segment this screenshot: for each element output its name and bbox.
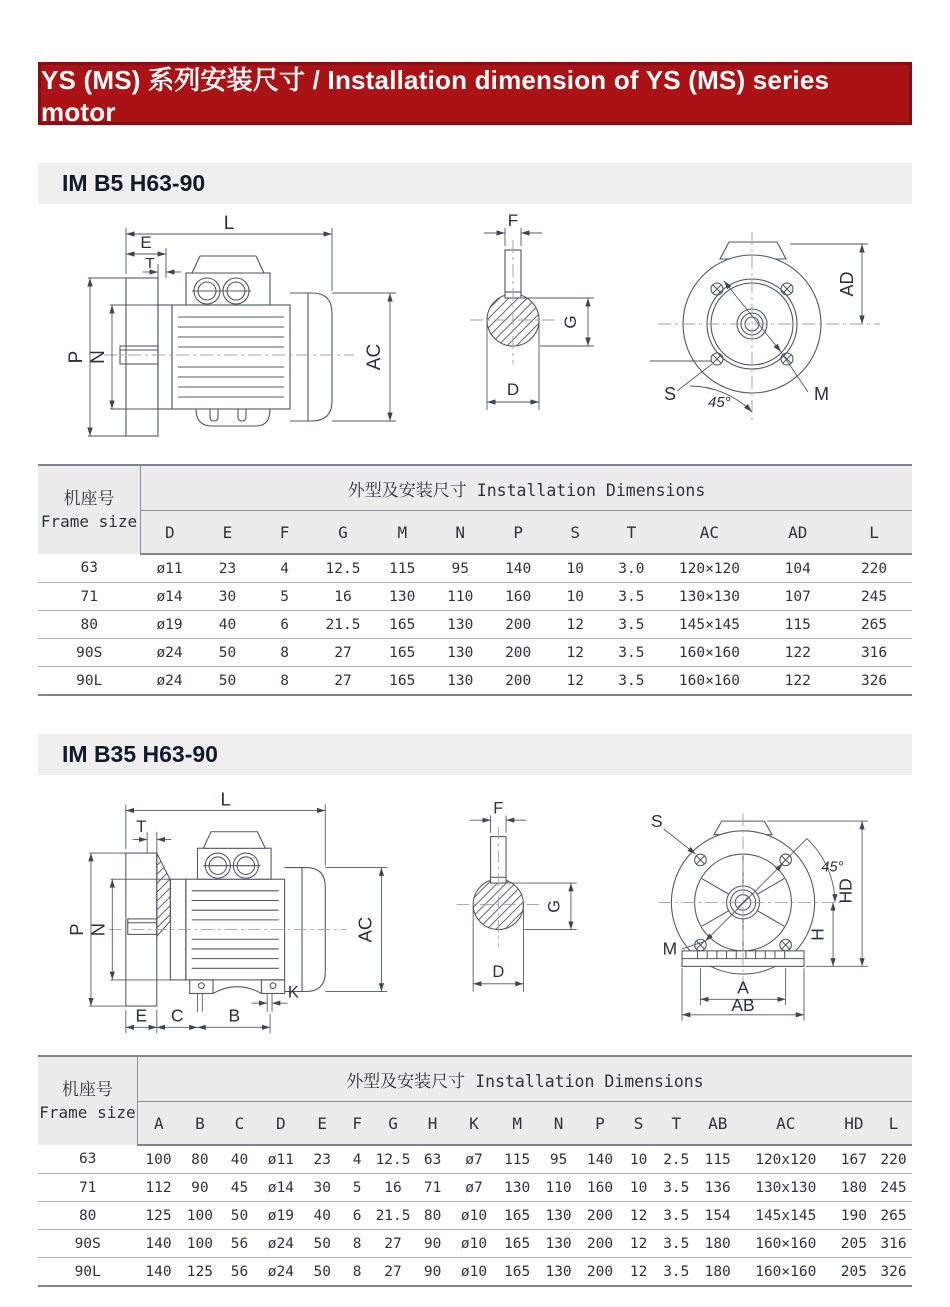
table-cell: 63 xyxy=(38,1145,137,1174)
dim-label: AD xyxy=(837,271,857,297)
table-cell: 160×160 xyxy=(659,639,759,667)
table-cell: 140 xyxy=(145,1263,172,1280)
table-cell: 107 xyxy=(759,583,836,611)
table-cell: 3.5 xyxy=(603,583,659,611)
dim-label: T xyxy=(145,255,155,272)
column-header: A xyxy=(137,1102,179,1146)
table-cell: 110 xyxy=(431,583,489,611)
dim-label: B xyxy=(228,1005,241,1026)
table-cell: 80 xyxy=(180,1145,220,1174)
table-cell: 63 xyxy=(413,1145,452,1174)
table-cell: 90S xyxy=(38,1230,137,1258)
table-row xyxy=(38,1230,912,1258)
dim-label: M xyxy=(814,384,829,404)
table-cell: 167 xyxy=(833,1145,875,1174)
table-cell: ø11 xyxy=(141,554,199,583)
table-cell: 160 xyxy=(489,583,547,611)
column-header: D xyxy=(141,511,199,555)
table-cell: 50 xyxy=(199,639,257,667)
table-cell: 3.5 xyxy=(603,611,659,639)
table-cell: 190 xyxy=(833,1202,875,1230)
table-cell: ø24 xyxy=(259,1230,303,1258)
table-cell: ø19 xyxy=(141,611,199,639)
table-cell: ø10 xyxy=(452,1202,496,1230)
table-cell: 50 xyxy=(220,1202,259,1230)
table-cell: 27 xyxy=(373,1230,413,1258)
table-cell: 130 xyxy=(431,639,489,667)
table-cell: 12 xyxy=(629,1263,648,1280)
table-cell: 245 xyxy=(875,1174,912,1202)
table-cell: 3.5 xyxy=(656,1230,696,1258)
table-cell: 10 xyxy=(621,1145,656,1174)
table-cell: 12 xyxy=(621,1230,656,1258)
table-cell: 326 xyxy=(860,672,888,689)
table-row xyxy=(38,554,912,583)
table-cell: 90S xyxy=(38,639,141,667)
dim-label: 45° xyxy=(708,394,731,411)
column-header: F xyxy=(342,1102,373,1146)
table-cell: 130x130 xyxy=(739,1174,833,1202)
table-cell: 40 xyxy=(199,611,257,639)
table-cell: ø7 xyxy=(452,1174,496,1202)
table-cell: 200 xyxy=(489,611,547,639)
dim-label: AB xyxy=(730,994,755,1015)
column-header: C xyxy=(220,1102,259,1146)
table-cell: 104 xyxy=(759,554,836,583)
dimension-table-b5 xyxy=(38,464,912,696)
table-cell: 3.5 xyxy=(656,1202,696,1230)
table-cell: 90 xyxy=(180,1174,220,1202)
dim-label: E xyxy=(135,1005,148,1026)
table-cell: 8 xyxy=(280,672,289,689)
frame-size-header: 机座号 Frame size xyxy=(38,1056,137,1145)
table-cell: 6 xyxy=(342,1202,373,1230)
frame-size-header: 机座号 Frame size xyxy=(38,465,141,554)
table-cell: 56 xyxy=(230,1263,249,1280)
column-header: M xyxy=(373,511,431,555)
table-cell: 4 xyxy=(256,554,312,583)
table-row xyxy=(38,639,912,667)
column-header: L xyxy=(875,1102,912,1146)
table-cell: 200 xyxy=(586,1263,614,1280)
column-header: S xyxy=(621,1102,656,1146)
column-header-row xyxy=(38,511,912,555)
drawings-b5 xyxy=(60,214,912,456)
table-cell: 165 xyxy=(389,672,416,689)
table-cell: 100 xyxy=(180,1230,220,1258)
table-cell: 136 xyxy=(697,1174,739,1202)
table-cell: ø24 xyxy=(141,639,199,667)
table-cell: 10 xyxy=(547,583,603,611)
table-cell: 27 xyxy=(313,639,374,667)
dim-label: AC xyxy=(364,343,385,371)
table-cell: 180 xyxy=(704,1263,731,1280)
column-header: E xyxy=(303,1102,342,1146)
table-cell: 316 xyxy=(875,1230,912,1258)
dim-label: G xyxy=(545,899,564,913)
dim-label: E xyxy=(140,233,152,252)
section-heading-bar-b5 xyxy=(38,163,912,204)
table-cell: 12 xyxy=(621,1202,656,1230)
table-cell: 12.5 xyxy=(373,1145,413,1174)
dim-label: G xyxy=(561,315,580,329)
side-view-drawing-b35 xyxy=(60,785,447,1047)
table-cell: 200 xyxy=(489,639,547,667)
table-cell: 8 xyxy=(342,1230,373,1258)
table-cell: 23 xyxy=(303,1145,342,1174)
table-cell: 122 xyxy=(784,672,811,689)
dim-label: T xyxy=(136,817,147,836)
table-cell: 63 xyxy=(38,554,141,583)
table-row xyxy=(38,1258,912,1287)
table-cell: 120x120 xyxy=(739,1145,833,1174)
table-cell: ø11 xyxy=(259,1145,303,1174)
table-row xyxy=(38,1202,912,1230)
section-heading-bar-b35 xyxy=(38,734,912,775)
column-header: N xyxy=(538,1102,578,1146)
column-header: P xyxy=(489,511,547,555)
table-row xyxy=(38,1145,912,1174)
column-header: D xyxy=(259,1102,303,1146)
table-cell: 160×160 xyxy=(755,1263,817,1280)
table-cell: 90 xyxy=(413,1230,452,1258)
dim-label: S xyxy=(650,810,663,831)
table-cell: ø19 xyxy=(259,1202,303,1230)
table-cell: 16 xyxy=(313,583,374,611)
table-cell: 265 xyxy=(875,1202,912,1230)
dim-label: 45° xyxy=(820,859,843,876)
table-cell: 50 xyxy=(303,1230,342,1258)
dim-label: L xyxy=(223,214,235,234)
table-cell: 4 xyxy=(342,1145,373,1174)
table-cell: 160×160 xyxy=(739,1230,833,1258)
table-cell: 130 xyxy=(431,611,489,639)
dim-label: N xyxy=(88,350,109,364)
table-cell: 112 xyxy=(137,1174,179,1202)
table-cell: 12 xyxy=(547,639,603,667)
column-header: K xyxy=(452,1102,496,1146)
column-header: AC xyxy=(739,1102,833,1146)
column-header: G xyxy=(313,511,374,555)
table-cell: 50 xyxy=(313,1263,331,1280)
dim-label: C xyxy=(170,1005,184,1026)
table-cell: 130 xyxy=(496,1174,538,1202)
column-header: N xyxy=(431,511,489,555)
table-cell: 165 xyxy=(373,611,431,639)
column-header: T xyxy=(656,1102,696,1146)
dim-label: D xyxy=(492,962,505,981)
table-cell: 3.5 xyxy=(656,1174,696,1202)
table-cell: 95 xyxy=(431,554,489,583)
dim-label: A xyxy=(736,977,749,998)
table-cell: 180 xyxy=(697,1230,739,1258)
table-cell: 21.5 xyxy=(313,611,374,639)
table-cell: 200 xyxy=(579,1202,621,1230)
table-cell: 122 xyxy=(759,639,836,667)
table-cell: 6 xyxy=(256,611,312,639)
column-header: S xyxy=(547,511,603,555)
table-cell: 71 xyxy=(38,583,141,611)
front-view-drawing-b35 xyxy=(622,785,912,1047)
column-header: AD xyxy=(759,511,836,555)
column-header: L xyxy=(836,511,912,555)
table-cell: 130×130 xyxy=(659,583,759,611)
table-cell: 12 xyxy=(566,672,584,689)
table-cell: 130 xyxy=(447,672,474,689)
table-cell: 115 xyxy=(759,611,836,639)
table-cell: 130 xyxy=(545,1263,572,1280)
table-cell: 45 xyxy=(220,1174,259,1202)
table-cell: 90L xyxy=(76,672,103,689)
dim-label: AC xyxy=(354,916,376,943)
table-cell: 120×120 xyxy=(659,554,759,583)
column-header: M xyxy=(496,1102,538,1146)
table-cell: 316 xyxy=(836,639,912,667)
column-header: AC xyxy=(659,511,759,555)
table-cell: ø10 xyxy=(460,1263,488,1280)
column-header: B xyxy=(180,1102,220,1146)
flange-front-drawing-b5 xyxy=(650,214,900,456)
dim-label: F xyxy=(507,214,519,230)
dim-label: F xyxy=(493,799,504,818)
table-cell: 165 xyxy=(496,1202,538,1230)
dimension-table-b35 xyxy=(38,1055,912,1287)
table-cell: 16 xyxy=(373,1174,413,1202)
table-cell: 90 xyxy=(423,1263,442,1280)
table-cell: 165 xyxy=(504,1263,531,1280)
table-row xyxy=(38,1174,912,1202)
table-cell: 100 xyxy=(180,1202,220,1230)
dim-label: K xyxy=(287,983,299,1002)
table-cell: 71 xyxy=(413,1174,452,1202)
table-cell: 220 xyxy=(836,554,912,583)
dim-label: P xyxy=(66,350,87,364)
table-cell: 80 xyxy=(413,1202,452,1230)
table-cell: 3.0 xyxy=(603,554,659,583)
table-cell: 130 xyxy=(538,1230,578,1258)
table-cell: 71 xyxy=(38,1174,137,1202)
table-cell: 165 xyxy=(496,1230,538,1258)
table-cell: ø24 xyxy=(156,672,183,689)
side-view-drawing-b5 xyxy=(60,214,460,456)
table-cell: 125 xyxy=(186,1263,213,1280)
table-cell: 180 xyxy=(833,1174,875,1202)
column-header: F xyxy=(256,511,312,555)
table-cell: ø10 xyxy=(452,1230,496,1258)
table-cell: ø14 xyxy=(141,583,199,611)
table-cell: 90L xyxy=(74,1263,101,1280)
table-cell: 27 xyxy=(384,1263,402,1280)
table-row xyxy=(38,583,912,611)
dim-label: H xyxy=(806,928,827,941)
table-body xyxy=(38,1145,912,1286)
table-cell: 3.5 xyxy=(618,672,645,689)
table-cell: 160×160 xyxy=(678,672,740,689)
shaft-section-drawing-b35 xyxy=(447,785,621,1047)
table-cell: ø24 xyxy=(267,1263,294,1280)
table-cell: 205 xyxy=(833,1230,875,1258)
table-cell: 40 xyxy=(220,1145,259,1174)
table-cell: 200 xyxy=(505,672,532,689)
table-cell: 140 xyxy=(579,1145,621,1174)
table-cell: 245 xyxy=(836,583,912,611)
table-cell: 80 xyxy=(38,1202,137,1230)
table-cell: 115 xyxy=(373,554,431,583)
column-header-row xyxy=(38,1102,912,1146)
dim-label: S xyxy=(664,384,677,404)
table-cell: 130 xyxy=(538,1202,578,1230)
table-cell: 115 xyxy=(697,1145,739,1174)
table-cell: 140 xyxy=(137,1230,179,1258)
table-cell: 23 xyxy=(199,554,257,583)
dim-label: L xyxy=(220,788,231,810)
dim-label: P xyxy=(66,923,88,936)
table-cell: 220 xyxy=(875,1145,912,1174)
table-cell: 30 xyxy=(199,583,257,611)
table-cell: 265 xyxy=(836,611,912,639)
installation-dimensions-header: 外型及安装尺寸 Installation Dimensions xyxy=(137,1056,912,1102)
section-heading-b35: IM B35 H63-90 xyxy=(62,741,218,767)
table-row xyxy=(38,611,912,639)
table-cell: 154 xyxy=(697,1202,739,1230)
table-cell: 10 xyxy=(547,554,603,583)
column-header: HD xyxy=(833,1102,875,1146)
column-header: H xyxy=(413,1102,452,1146)
table-cell: 140 xyxy=(489,554,547,583)
dim-label: M xyxy=(662,938,677,959)
table-cell: 145x145 xyxy=(739,1202,833,1230)
section-heading-b5: IM B5 H63-90 xyxy=(62,170,206,196)
table-cell: ø14 xyxy=(259,1174,303,1202)
table-cell: 10 xyxy=(621,1174,656,1202)
dim-label: HD xyxy=(834,878,855,904)
column-header: T xyxy=(603,511,659,555)
table-cell: 21.5 xyxy=(373,1202,413,1230)
table-cell: 56 xyxy=(220,1230,259,1258)
table-cell: 40 xyxy=(303,1202,342,1230)
table-cell: 205 xyxy=(840,1263,867,1280)
table-cell: 5 xyxy=(342,1174,373,1202)
table-cell: 80 xyxy=(38,611,141,639)
table-cell: 2.5 xyxy=(656,1145,696,1174)
table-cell: 30 xyxy=(303,1174,342,1202)
table-body xyxy=(38,554,912,695)
column-header: P xyxy=(579,1102,621,1146)
shaft-section-drawing-b5 xyxy=(460,214,650,456)
table-cell: 5 xyxy=(256,583,312,611)
table-cell: ø7 xyxy=(452,1145,496,1174)
table-cell: 130 xyxy=(373,583,431,611)
table-cell: 145×145 xyxy=(659,611,759,639)
table-cell: 125 xyxy=(137,1202,179,1230)
table-cell: 100 xyxy=(137,1145,179,1174)
table-cell: 8 xyxy=(352,1263,362,1280)
table-cell: 115 xyxy=(496,1145,538,1174)
table-cell: 326 xyxy=(880,1263,907,1280)
table-cell: 50 xyxy=(218,672,237,689)
drawings-b35 xyxy=(60,785,912,1047)
table-cell: 95 xyxy=(538,1145,578,1174)
table-cell: 160 xyxy=(579,1174,621,1202)
dim-label: D xyxy=(506,380,520,399)
dim-label: N xyxy=(87,922,109,937)
table-cell: 165 xyxy=(373,639,431,667)
column-header: E xyxy=(199,511,257,555)
page-title: YS (MS) 系列安装尺寸 / Installation dimension of YS (MS) series motor xyxy=(41,64,830,127)
table-cell: 27 xyxy=(334,672,352,689)
table-row xyxy=(38,667,912,696)
page-title-banner xyxy=(38,62,912,125)
column-header: AB xyxy=(697,1102,739,1146)
table-cell: 12 xyxy=(547,611,603,639)
table-cell: 3.5 xyxy=(603,639,659,667)
table-cell: 110 xyxy=(538,1174,578,1202)
table-cell: 3.5 xyxy=(663,1263,690,1280)
table-cell: 200 xyxy=(579,1230,621,1258)
installation-dimensions-header: 外型及安装尺寸 Installation Dimensions xyxy=(141,465,912,511)
table-cell: 8 xyxy=(256,639,312,667)
column-header: G xyxy=(373,1102,413,1146)
table-cell: 12.5 xyxy=(313,554,374,583)
